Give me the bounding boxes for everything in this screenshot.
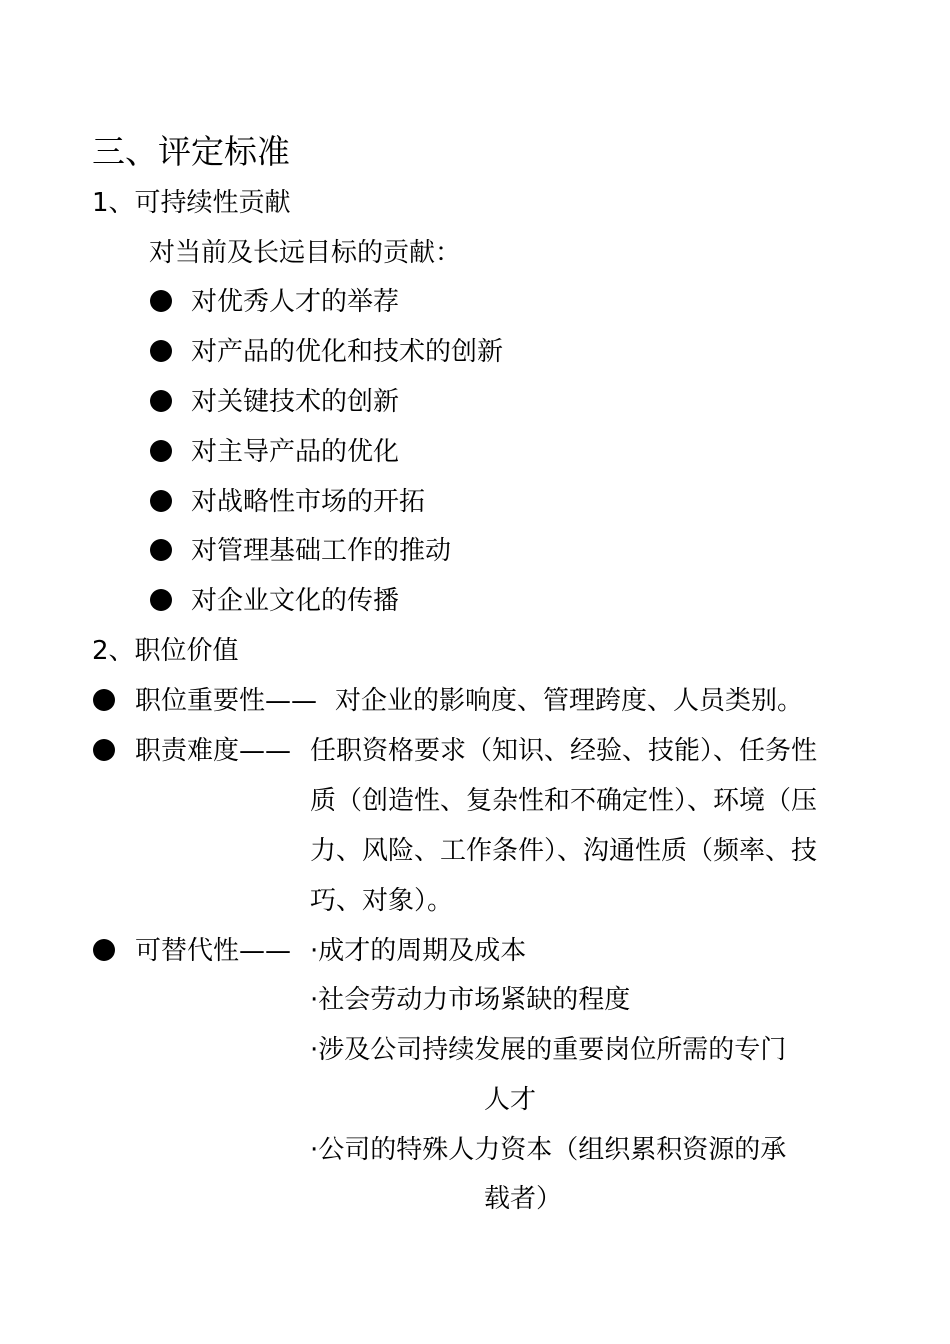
item-text: 质（创造性、复杂性和不确定性）、环境（压 — [310, 786, 818, 816]
list-item: 对管理基础工作的推动 — [191, 536, 452, 566]
bullet-icon — [150, 340, 172, 362]
list-item: 对产品的优化和技术的创新 — [191, 337, 504, 367]
list-item: 对关键技术的创新 — [191, 387, 400, 417]
item-label-duty-difficulty: 职责难度—— — [135, 736, 292, 766]
subsection-title-position-value: 2、职位价值 — [92, 636, 239, 666]
sub-item: ·成才的周期及成本 — [310, 936, 527, 966]
section-heading: 三、评定标准 — [92, 132, 290, 171]
list-item: 对企业文化的传播 — [191, 586, 400, 616]
sub-item: ·公司的特殊人力资本（组织累积资源的承 — [310, 1135, 787, 1165]
item-label-replaceability: 可替代性—— — [135, 936, 292, 966]
item-text: 力、风险、工作条件）、沟通性质（频率、技 — [310, 836, 818, 866]
bullet-icon — [93, 939, 115, 961]
item-label-position-importance: 职位重要性—— — [135, 686, 318, 716]
sub-item: ·涉及公司持续发展的重要岗位所需的专门 — [310, 1035, 787, 1065]
bullet-icon — [93, 689, 115, 711]
item-text: 对企业的影响度、管理跨度、人员类别。 — [335, 686, 804, 716]
bullet-icon — [150, 440, 172, 462]
list-item: 对优秀人才的举荐 — [191, 287, 400, 317]
item-text: 巧、对象）。 — [310, 886, 454, 916]
bullet-icon — [150, 589, 172, 611]
bullet-icon — [150, 539, 172, 561]
bullet-icon — [150, 490, 172, 512]
sub-item-continuation: 载者） — [484, 1184, 563, 1214]
bullet-icon — [93, 739, 115, 761]
bullet-icon — [150, 290, 172, 312]
list-item: 对主导产品的优化 — [191, 437, 400, 467]
item-text: 任职资格要求（知识、经验、技能）、任务性 — [310, 736, 818, 766]
sub-item: ·社会劳动力市场紧缺的程度 — [310, 985, 631, 1015]
subsection-title-sustainable-contribution: 1、可持续性贡献 — [92, 188, 291, 218]
subsection-intro: 对当前及长远目标的贡献： — [149, 238, 462, 268]
list-item: 对战略性市场的开拓 — [191, 487, 426, 517]
sub-item-continuation: 人才 — [484, 1085, 537, 1115]
bullet-icon — [150, 390, 172, 412]
